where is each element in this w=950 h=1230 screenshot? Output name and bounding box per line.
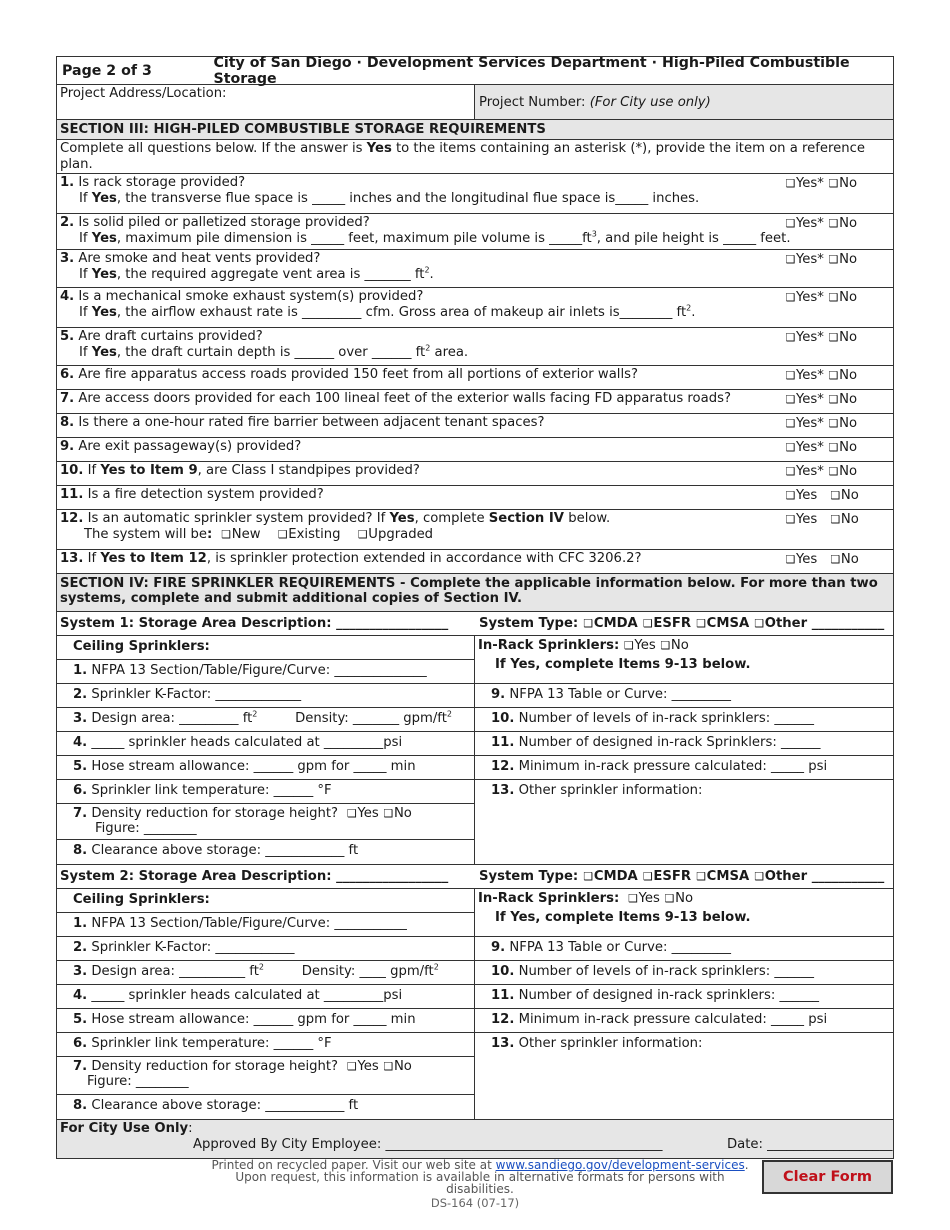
checkbox-icon[interactable]: ❑ xyxy=(785,393,796,406)
in-rack-yes-no[interactable]: ❑Yes ❑No xyxy=(628,891,694,906)
checkbox-icon[interactable]: ❑ xyxy=(383,807,394,820)
question-5: 5. Are draft curtains provided? If Yes, the draft curtain depth is ______ over ______ $ft^2$ area. ❑Yes* ❑No xyxy=(57,328,893,366)
checkbox-icon[interactable]: ❑ xyxy=(785,553,796,566)
approved-by-field[interactable]: Approved By City Employee: __________________________________________ xyxy=(193,1137,663,1152)
checkbox-icon[interactable]: ❑ xyxy=(754,870,765,883)
checkbox-icon[interactable]: ❑ xyxy=(628,892,639,905)
checkbox-icon[interactable]: ❑ xyxy=(830,553,841,566)
question-7: 7. Are access doors provided for each 100 lineal feet of the exterior walls facing FD apparatus roads? ❑Yes* ❑No xyxy=(57,390,893,414)
checkbox-icon[interactable]: ❑ xyxy=(785,489,796,502)
ceiling-sprinklers-label: Ceiling Sprinklers: xyxy=(57,889,474,913)
type-cmsa[interactable]: ❑CMSA xyxy=(696,869,750,884)
system-1-type: System Type: ❑CMDA ❑ESFR ❑CMSA ❑Other ___________ xyxy=(479,616,885,631)
project-address-field[interactable] xyxy=(57,85,475,119)
checkbox-icon[interactable]: ❑ xyxy=(785,291,796,304)
checkbox-icon[interactable]: ❑ xyxy=(347,1060,357,1073)
project-row xyxy=(57,85,893,120)
system-2-body xyxy=(57,889,893,1120)
question-8: 8. Is there a one-hour rated fire barrier between adjacent tenant spaces? ❑Yes* ❑No xyxy=(57,414,893,438)
form-number: DS-164 (07-17) xyxy=(430,1196,520,1210)
s2-item-12[interactable]: 12. Minimum in-rack pressure calculated: _____ psi xyxy=(475,1009,893,1033)
option-existing[interactable]: ❑Existing xyxy=(277,526,341,542)
page-number: Page 2 of 3 xyxy=(62,62,152,79)
s1-item-6[interactable]: 6. Sprinkler link temperature: ______ °F xyxy=(57,780,474,804)
question-5-yes-no[interactable]: ❑Yes* ❑No xyxy=(785,330,858,345)
checkbox-icon[interactable]: ❑ xyxy=(785,513,796,526)
s2-item-4[interactable]: 4. _____ sprinkler heads calculated at _________psi xyxy=(57,985,474,1009)
checkbox-icon[interactable]: ❑ xyxy=(277,527,288,541)
s2-item-3[interactable]: 3. Design area: __________ $ft^2$ Density: ____ gpm/$ft^2$ xyxy=(57,961,474,985)
system-2-type: System Type: ❑CMDA ❑ESFR ❑CMSA ❑Other ___________ xyxy=(479,869,885,884)
s2-item-2[interactable]: 2. Sprinkler K-Factor: ____________ xyxy=(57,937,474,961)
type-cmda[interactable]: ❑CMDA xyxy=(583,869,638,884)
checkbox-icon[interactable]: ❑ xyxy=(583,870,594,883)
checkbox-icon[interactable]: ❑ xyxy=(828,465,839,478)
s2-item-6[interactable]: 6. Sprinkler link temperature: ______ °F xyxy=(57,1033,474,1057)
checkbox-icon[interactable]: ❑ xyxy=(828,217,839,230)
type-other[interactable]: ❑Other ___________ xyxy=(754,869,885,884)
question-12: 12. Is an automatic sprinkler system provided? If Yes, complete Section IV below. The system will be: ❑New ❑Existing ❑Upgraded ❑Yes ❑No xyxy=(57,510,893,550)
in-rack-header: In-Rack Sprinklers: ❑Yes ❑No If Yes, complete Items 9-13 below. xyxy=(475,636,893,684)
question-6: 6. Are fire apparatus access roads provided 150 feet from all portions of exterior walls? ❑Yes* ❑No xyxy=(57,366,893,390)
system-2-in-rack xyxy=(475,889,893,1119)
form-table xyxy=(56,56,894,1159)
system-1-ceiling xyxy=(57,636,475,864)
page-header xyxy=(57,54,893,87)
checkbox-icon[interactable]: ❑ xyxy=(830,513,841,526)
checkbox-icon[interactable]: ❑ xyxy=(828,291,839,304)
question-10: 10. If Yes to Item 9, are Class I standpipes provided? ❑Yes* ❑No xyxy=(57,462,893,486)
section-4-title: SECTION IV: FIRE SPRINKLER REQUIREMENTS - Complete the applicable information below. For more than two systems, complete and submit additional copies of Section IV. xyxy=(57,574,893,612)
question-13-yes-no[interactable]: ❑Yes ❑No xyxy=(785,552,859,567)
checkbox-icon[interactable]: ❑ xyxy=(357,527,368,541)
s1-item-1[interactable]: 1. NFPA 13 Section/Table/Figure/Curve: ______________ xyxy=(57,660,474,684)
checkbox-icon[interactable]: ❑ xyxy=(785,177,796,190)
question-11-yes-no[interactable]: ❑Yes ❑No xyxy=(785,488,859,503)
project-number-label: Project Number: xyxy=(479,94,586,110)
footer-note: Printed on recycled paper. Visit our web site at www.sandiego.gov/development-services. Upon request, this information is available in alternative formats for persons with disabilities. xyxy=(211,1158,749,1196)
project-address-label: Project Address/Location: xyxy=(60,86,227,101)
s1-item-8[interactable]: 8. Clearance above storage: ____________ ft xyxy=(73,843,359,858)
s1-item-12[interactable]: 12. Minimum in-rack pressure calculated: _____ psi xyxy=(475,756,893,780)
s1-item-9[interactable]: 9. NFPA 13 Table or Curve: _________ xyxy=(475,684,893,708)
question-7-yes-no[interactable]: ❑Yes* ❑No xyxy=(785,392,858,407)
in-rack-header: In-Rack Sprinklers: ❑Yes ❑No If Yes, complete Items 9-13 below. xyxy=(475,889,893,937)
question-10-yes-no[interactable]: ❑Yes* ❑No xyxy=(785,464,858,479)
s2-item-7[interactable]: 7. Density reduction for storage height? ❑Yes ❑No Figure: ________ xyxy=(57,1057,474,1095)
section-3-title: SECTION III: HIGH-PILED COMBUSTIBLE STORAGE REQUIREMENTS xyxy=(57,120,893,140)
question-11: 11. Is a fire detection system provided? ❑Yes ❑No xyxy=(57,486,893,510)
question-4-yes-no[interactable]: ❑Yes* ❑No xyxy=(785,290,858,305)
checkbox-icon[interactable]: ❑ xyxy=(642,617,653,630)
checkbox-icon[interactable]: ❑ xyxy=(696,617,707,630)
option-upgraded[interactable]: ❑Upgraded xyxy=(357,526,434,542)
section-3-instructions: Complete all questions below. If the answer is Yes to the items containing an asterisk (*), provide the item on a reference plan. xyxy=(57,140,893,174)
s1-item-13[interactable]: 13. Other sprinkler information: xyxy=(491,783,703,798)
question-2: 2. Is solid piled or palletized storage provided? If Yes, maximum pile dimension is _____ feet, maximum pile volume is $\_\_\_\_\_ft^3$, and pile height is _____ feet. ❑Yes* ❑No xyxy=(57,214,893,250)
s2-item-10[interactable]: 10. Number of levels of in-rack sprinklers: ______ xyxy=(475,961,893,985)
question-8-yes-no[interactable]: ❑Yes* ❑No xyxy=(785,416,858,431)
checkbox-icon[interactable]: ❑ xyxy=(785,253,796,266)
s2-item-5[interactable]: 5. Hose stream allowance: ______ gpm for _____ min xyxy=(57,1009,474,1033)
s1-item-2[interactable]: 2. Sprinkler K-Factor: _____________ xyxy=(57,684,474,708)
checkbox-icon[interactable]: ❑ xyxy=(623,639,634,652)
checkbox-icon[interactable]: ❑ xyxy=(696,870,707,883)
checkbox-icon[interactable]: ❑ xyxy=(785,331,796,344)
checkbox-icon[interactable]: ❑ xyxy=(785,369,796,382)
question-1: 1. Is rack storage provided? If Yes, the transverse flue space is _____ inches and the longitudinal flue space is_____ inches. ❑Yes* ❑No xyxy=(57,174,893,214)
type-cmsa[interactable]: ❑CMSA xyxy=(696,616,750,631)
checkbox-icon[interactable]: ❑ xyxy=(828,369,839,382)
question-12-yes-no[interactable]: ❑Yes ❑No xyxy=(785,512,859,527)
s2-item-1[interactable]: 1. NFPA 13 Section/Table/Figure/Curve: ___________ xyxy=(57,913,474,937)
system-1-header xyxy=(57,612,893,636)
question-1-yes-no[interactable]: ❑Yes* ❑No xyxy=(785,176,858,191)
s1-item-4[interactable]: 4. _____ sprinkler heads calculated at _________psi xyxy=(57,732,474,756)
s1-item-7[interactable]: 7. Density reduction for storage height? ❑Yes ❑No Figure: ________ xyxy=(57,804,474,840)
checkbox-icon[interactable]: ❑ xyxy=(830,489,841,502)
s2-item-13[interactable]: 13. Other sprinkler information: xyxy=(491,1036,703,1051)
checkbox-icon[interactable]: ❑ xyxy=(785,417,796,430)
page-title: City of San Diego · Development Services Department · High-Piled Combustible Storage xyxy=(213,54,850,87)
checkbox-icon[interactable]: ❑ xyxy=(383,1060,394,1073)
checkbox-icon[interactable]: ❑ xyxy=(785,217,796,230)
system-2-ceiling xyxy=(57,889,475,1119)
question-9: 9. Are exit passageway(s) provided? ❑Yes* ❑No xyxy=(57,438,893,462)
city-use-only: For City Use Only: Approved By City Employee: __________________________________________ Date: ___________________ xyxy=(57,1120,893,1158)
question-3: 3. Are smoke and heat vents provided? If Yes, the required aggregate vent area is _______ $ft^2$. ❑Yes* ❑No xyxy=(57,250,893,288)
system-1-in-rack xyxy=(475,636,893,864)
checkbox-icon[interactable]: ❑ xyxy=(664,892,675,905)
in-rack-yes-no[interactable]: ❑Yes ❑No xyxy=(623,638,689,653)
s2-item-9[interactable]: 9. NFPA 13 Table or Curve: _________ xyxy=(475,937,893,961)
checkbox-icon[interactable]: ❑ xyxy=(754,617,765,630)
question-13: 13. If Yes to Item 12, is sprinkler protection extended in accordance with CFC 3206.2? ❑Yes ❑No xyxy=(57,550,893,574)
checkbox-icon[interactable]: ❑ xyxy=(828,253,839,266)
system-1-body xyxy=(57,636,893,865)
option-new[interactable]: ❑New xyxy=(221,526,261,542)
s1-item-3[interactable]: 3. Design area: _________ $ft^2$ Density: _______ gpm/$ft^2$ xyxy=(57,708,474,732)
type-other[interactable]: ❑Other ___________ xyxy=(754,616,885,631)
question-3-yes-no[interactable]: ❑Yes* ❑No xyxy=(785,252,858,267)
type-esfr[interactable]: ❑ESFR xyxy=(642,869,692,884)
question-4: 4. Is a mechanical smoke exhaust system(s) provided? If Yes, the airflow exhaust rate is _________ cfm. Gross area of makeup air inlets is________ $ft^2$. ❑Yes* ❑No xyxy=(57,288,893,328)
checkbox-icon[interactable]: ❑ xyxy=(828,331,839,344)
project-number-note: (For City use only) xyxy=(589,94,711,110)
checkbox-icon[interactable]: ❑ xyxy=(828,441,839,454)
s1-item-5[interactable]: 5. Hose stream allowance: ______ gpm for _____ min xyxy=(57,756,474,780)
system-2-header xyxy=(57,865,893,889)
checkbox-icon[interactable]: ❑ xyxy=(583,617,594,630)
question-9-yes-no[interactable]: ❑Yes* ❑No xyxy=(785,440,858,455)
checkbox-icon[interactable]: ❑ xyxy=(828,417,839,430)
ceiling-sprinklers-label: Ceiling Sprinklers: xyxy=(57,636,474,660)
system-1-description[interactable]: System 1: Storage Area Description: _________________ xyxy=(60,616,449,631)
date-field[interactable]: Date: ___________________ xyxy=(727,1137,893,1152)
website-link[interactable]: www.sandiego.gov/development-services xyxy=(495,1158,745,1172)
s1-item-10[interactable]: 10. Number of levels of in-rack sprinklers: ______ xyxy=(475,708,893,732)
s1-item-11[interactable]: 11. Number of designed in-rack Sprinklers: ______ xyxy=(475,732,893,756)
type-cmda[interactable]: ❑CMDA xyxy=(583,616,638,631)
s2-item-8[interactable]: 8. Clearance above storage: ____________ ft xyxy=(73,1098,359,1113)
question-6-yes-no[interactable]: ❑Yes* ❑No xyxy=(785,368,858,383)
project-number-field xyxy=(475,85,893,119)
system-2-description[interactable]: System 2: Storage Area Description: _________________ xyxy=(60,869,449,884)
question-2-yes-no[interactable]: ❑Yes* ❑No xyxy=(785,216,858,231)
s2-item-11[interactable]: 11. Number of designed in-rack sprinklers: ______ xyxy=(475,985,893,1009)
checkbox-icon[interactable]: ❑ xyxy=(347,807,357,820)
checkbox-icon[interactable]: ❑ xyxy=(660,639,671,652)
type-esfr[interactable]: ❑ESFR xyxy=(642,616,692,631)
clear-form-button[interactable]: Clear Form xyxy=(762,1160,893,1194)
checkbox-icon[interactable]: ❑ xyxy=(828,393,839,406)
checkbox-icon[interactable]: ❑ xyxy=(642,870,653,883)
checkbox-icon[interactable]: ❑ xyxy=(785,441,796,454)
checkbox-icon[interactable]: ❑ xyxy=(828,177,839,190)
checkbox-icon[interactable]: ❑ xyxy=(221,527,232,541)
checkbox-icon[interactable]: ❑ xyxy=(785,465,796,478)
